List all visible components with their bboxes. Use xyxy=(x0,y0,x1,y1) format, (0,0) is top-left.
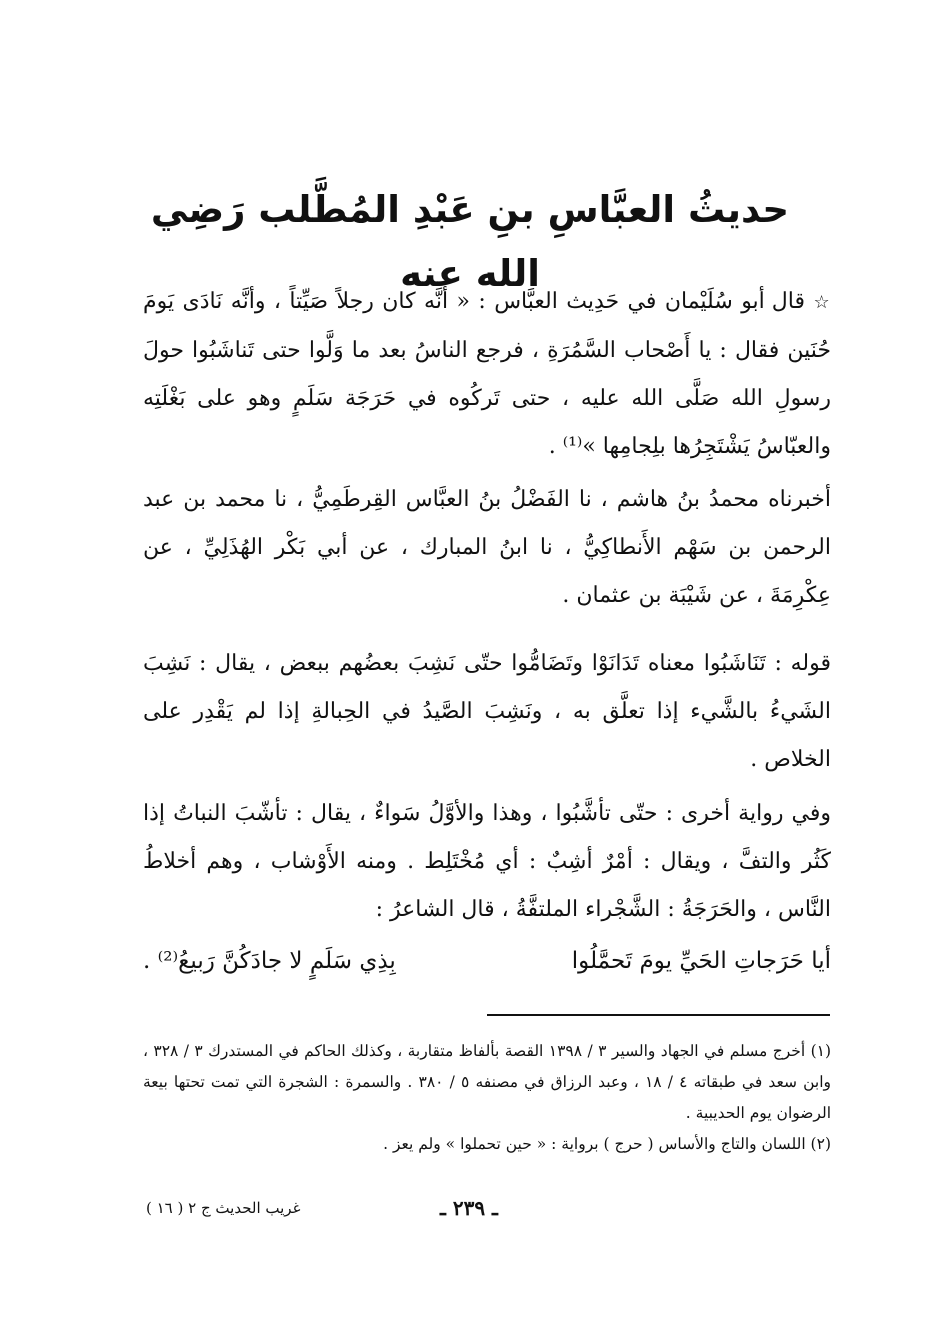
paragraph-abbas-hadith xyxy=(143,278,831,471)
verse-first-hemistich: أيا حَرَجاتِ الحَيِّ يومَ تَحمَّلُوا xyxy=(571,948,831,974)
footnotes xyxy=(143,1036,831,1160)
paragraph-tanashabu-meaning: قوله : تَنَاشَبُوا معناه تَدَانَوْا وتَضَامُّوا حتّى نَشِبَ بعضُهم ببعض ، يقال : نَشِبَ الشَيءُ بالشَّيء إذا تعلَّق به ، ونَشِبَ الصَّيدُ في الحِبالةِ إذا لم يَقْدِر على الخلاص . xyxy=(143,651,831,772)
page-title: حديثُ العبَّاسِ بنِ عَبْدِ المُطَّلب رَضِي الله عنه xyxy=(150,188,790,295)
poetry-verse xyxy=(143,936,831,986)
paragraph-isnad: أخبرناه محمدُ بنُ هاشم ، نا الفَضْلُ بنُ العبَّاس القِرطَمِيُّ ، نا محمد بن عبد الرحمن بن سَهْم الأَنطاكِيُّ ، نا ابنُ المبارك ، عن أبي بَكْر الهُذَلِيِّ ، عن عِكْرِمَةَ ، عن شَيْبَة بن عثمان . xyxy=(143,487,831,608)
footnote-1: (١) أخرج مسلم في الجهاد والسير ٣ / ١٣٩٨ القصة بألفاظ متقاربة ، وكذلك الحاكم في المستدرك ٣ / ٣٢٨ ، وابن سعد في طبقاته ٤ / ١٨ ، وعبد الرزاق في مصنفه ٥ / ٣٨٠ . والسمرة : الشجرة التي تمت تحتها بيعة الرضوان يوم الحديبية . xyxy=(143,1042,832,1122)
paragraph-other-narration: وفي رواية أخرى : حتّى تأشَّبُوا ، وهذا والأوَّلُ سَواءٌ ، يقال : تأشّبَ النباتُ إذا كَثُر والتفَّ ، ويقال : أمْرٌ أشِبٌ : أي مُخْتَلِط . ومنه الأَوْشاب ، وهم أخلاطُ النَّاس ، والحَرَجَةُ : الشَّجْراء الملتفَّةُ ، قال الشاعرُ : xyxy=(143,801,831,922)
footnote-2: (٢) اللسان والتاج والأساس ( حرج ) برواية : « حين تحملوا » ولم يعز . xyxy=(383,1135,831,1153)
page-number: ـ ٢٣٩ ـ xyxy=(440,1196,498,1220)
star-icon: ☆ xyxy=(813,292,832,313)
paragraph-text: قال أبو سُلَيْمان في حَدِيث العبَّاس : « أنَّه كان رجلاً صَيِّتاً ، وأنَّه نَادَى يَومَ حُنَين فقال : يا أَصْحاب السَّمُرَةِ ، فرجع الناسُ بعد ما وَلَّوا حتى تَناشَبُوا حولَ رسولِ الله صَلَّى الله عليه ، حتى تَركُوه في حَرَجَة سَلَمٍ وهو على بَغْلَتِه والعبّاسُ يَشْتَجِرُها بلِجامِها »⁽¹⁾ . xyxy=(143,289,831,459)
footnote-divider xyxy=(487,1014,830,1016)
verse-second-hemistich: بِذِي سَلَمٍ لا جادَكُنَّ رَبيعُ⁽²⁾ . xyxy=(143,948,396,974)
signature-mark: غريب الحديث ج ٢ ( ١٦ ) xyxy=(146,1199,301,1217)
